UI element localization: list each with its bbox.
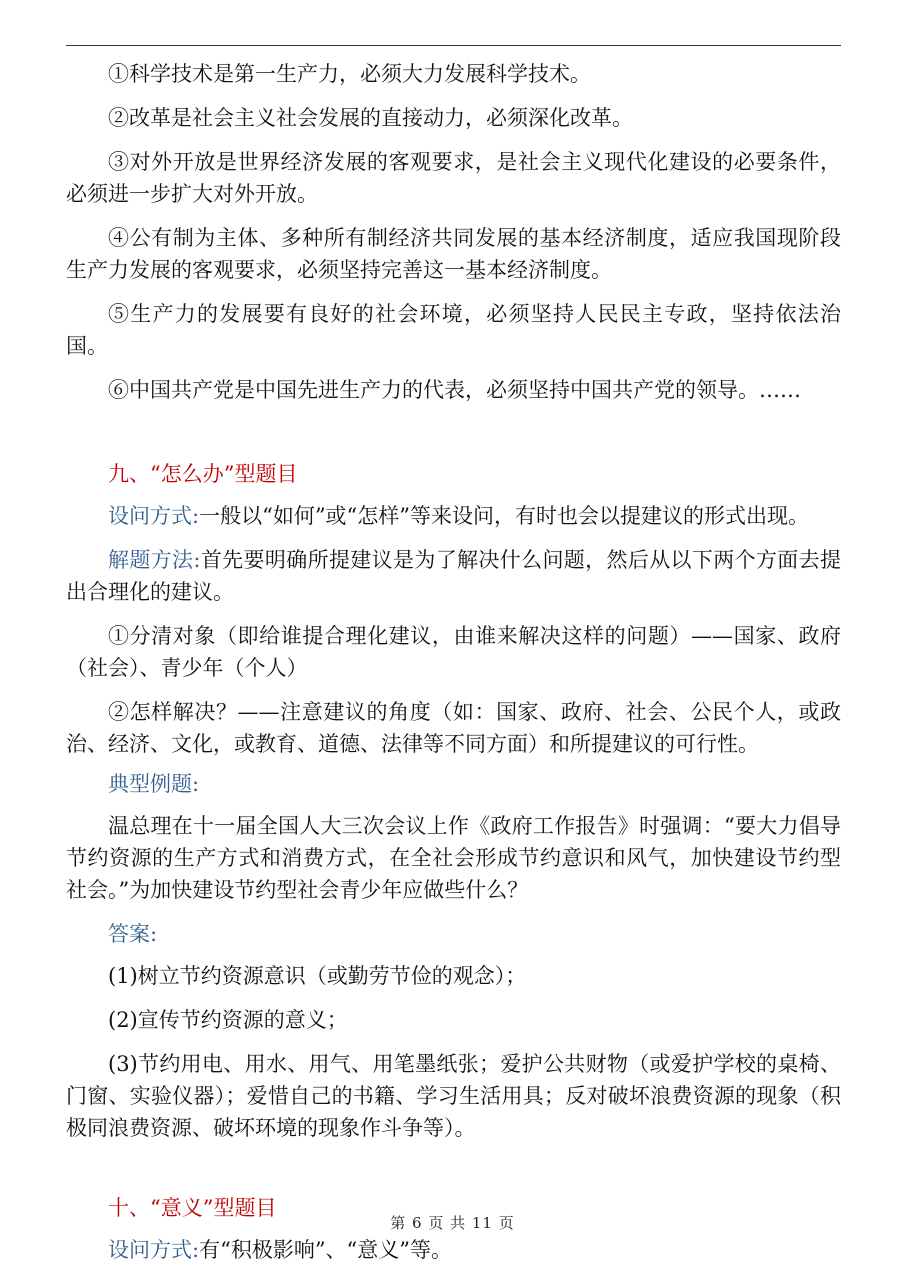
item-5: ⑤生产力的发展要有良好的社会环境，必须坚持人民民主专政，坚持依法治国。 xyxy=(66,302,841,358)
answer-3: (3)节约用电、用水、用气、用笔墨纸张；爱护公共财物（或爱护学校的桌椅、门窗、实验仪器）；爱惜自己的书籍、学习生活用具；反对破坏浪费资源的现象（积极同浪费资源、破坏环境的现象作斗争等）。 xyxy=(66,1052,841,1140)
ask-label: 设问方式: xyxy=(108,504,200,528)
page-footer: 第 6 页 共 11 页 xyxy=(390,1214,515,1232)
ask-text-10: 有“积极影响”、“意义”等。 xyxy=(199,1238,453,1262)
ask-label-10: 设问方式: xyxy=(108,1238,200,1262)
answer-2: (2)宣传节约资源的意义； xyxy=(108,1008,348,1032)
ask-text: 一般以“如何”或“怎样”等来设问，有时也会以提建议的形式出现。 xyxy=(199,504,810,528)
section-9-heading: 九、“怎么办”型题目 xyxy=(108,462,298,486)
answer-1: (1)树立节约资源意识（或勤劳节俭的观念）； xyxy=(108,964,527,988)
section-10-ask xyxy=(66,1234,841,1266)
point-2: ②怎样解决？——注意建议的角度（如：国家、政府、社会、公民个人，或政治、经济、文化，或教育、道德、法律等不同方面）和所提建议的可行性。 xyxy=(66,700,841,756)
example-label-line xyxy=(66,768,841,800)
section-9-method xyxy=(66,544,841,608)
point-1: ①分清对象（即给谁提合理化建议，由谁来解决这样的问题）——国家、政府（社会）、青少年（个人） xyxy=(66,624,841,680)
item-4: ④公有制为主体、多种所有制经济共同发展的基本经济制度，适应我国现阶段生产力发展的客观要求，必须坚持完善这一基本经济制度。 xyxy=(66,226,841,282)
page-body xyxy=(66,58,841,1278)
header-rule xyxy=(66,45,841,46)
example-text: 温总理在十一届全国人大三次会议上作《政府工作报告》时强调：“要大力倡导节约资源的生产方式和消费方式，在全社会形成节约意识和风气，加快建设节约型社会。”为加快建设节约型社会青少年应做些什么？ xyxy=(66,814,841,902)
method-text: 首先要明确所提建议是为了解决什么问题，然后从以下两个方面去提出合理化的建议。 xyxy=(66,548,842,604)
answer-label-line xyxy=(66,918,841,950)
example-label: 典型例题: xyxy=(108,772,200,796)
method-label: 解题方法: xyxy=(108,548,201,572)
section-9-ask xyxy=(66,500,841,532)
section-10-heading: 十、“意义”型题目 xyxy=(108,1196,277,1220)
item-1: ①科学技术是第一生产力，必须大力发展科学技术。 xyxy=(108,62,591,86)
item-6: ⑥中国共产党是中国先进生产力的代表，必须坚持中国共产党的领导。…… xyxy=(108,378,801,402)
answer-label: 答案: xyxy=(108,922,158,946)
item-3: ③对外开放是世界经济发展的客观要求，是社会主义现代化建设的必要条件，必须进一步扩大对外开放。 xyxy=(66,150,841,206)
item-2: ②改革是社会主义社会发展的直接动力，必须深化改革。 xyxy=(108,106,633,130)
